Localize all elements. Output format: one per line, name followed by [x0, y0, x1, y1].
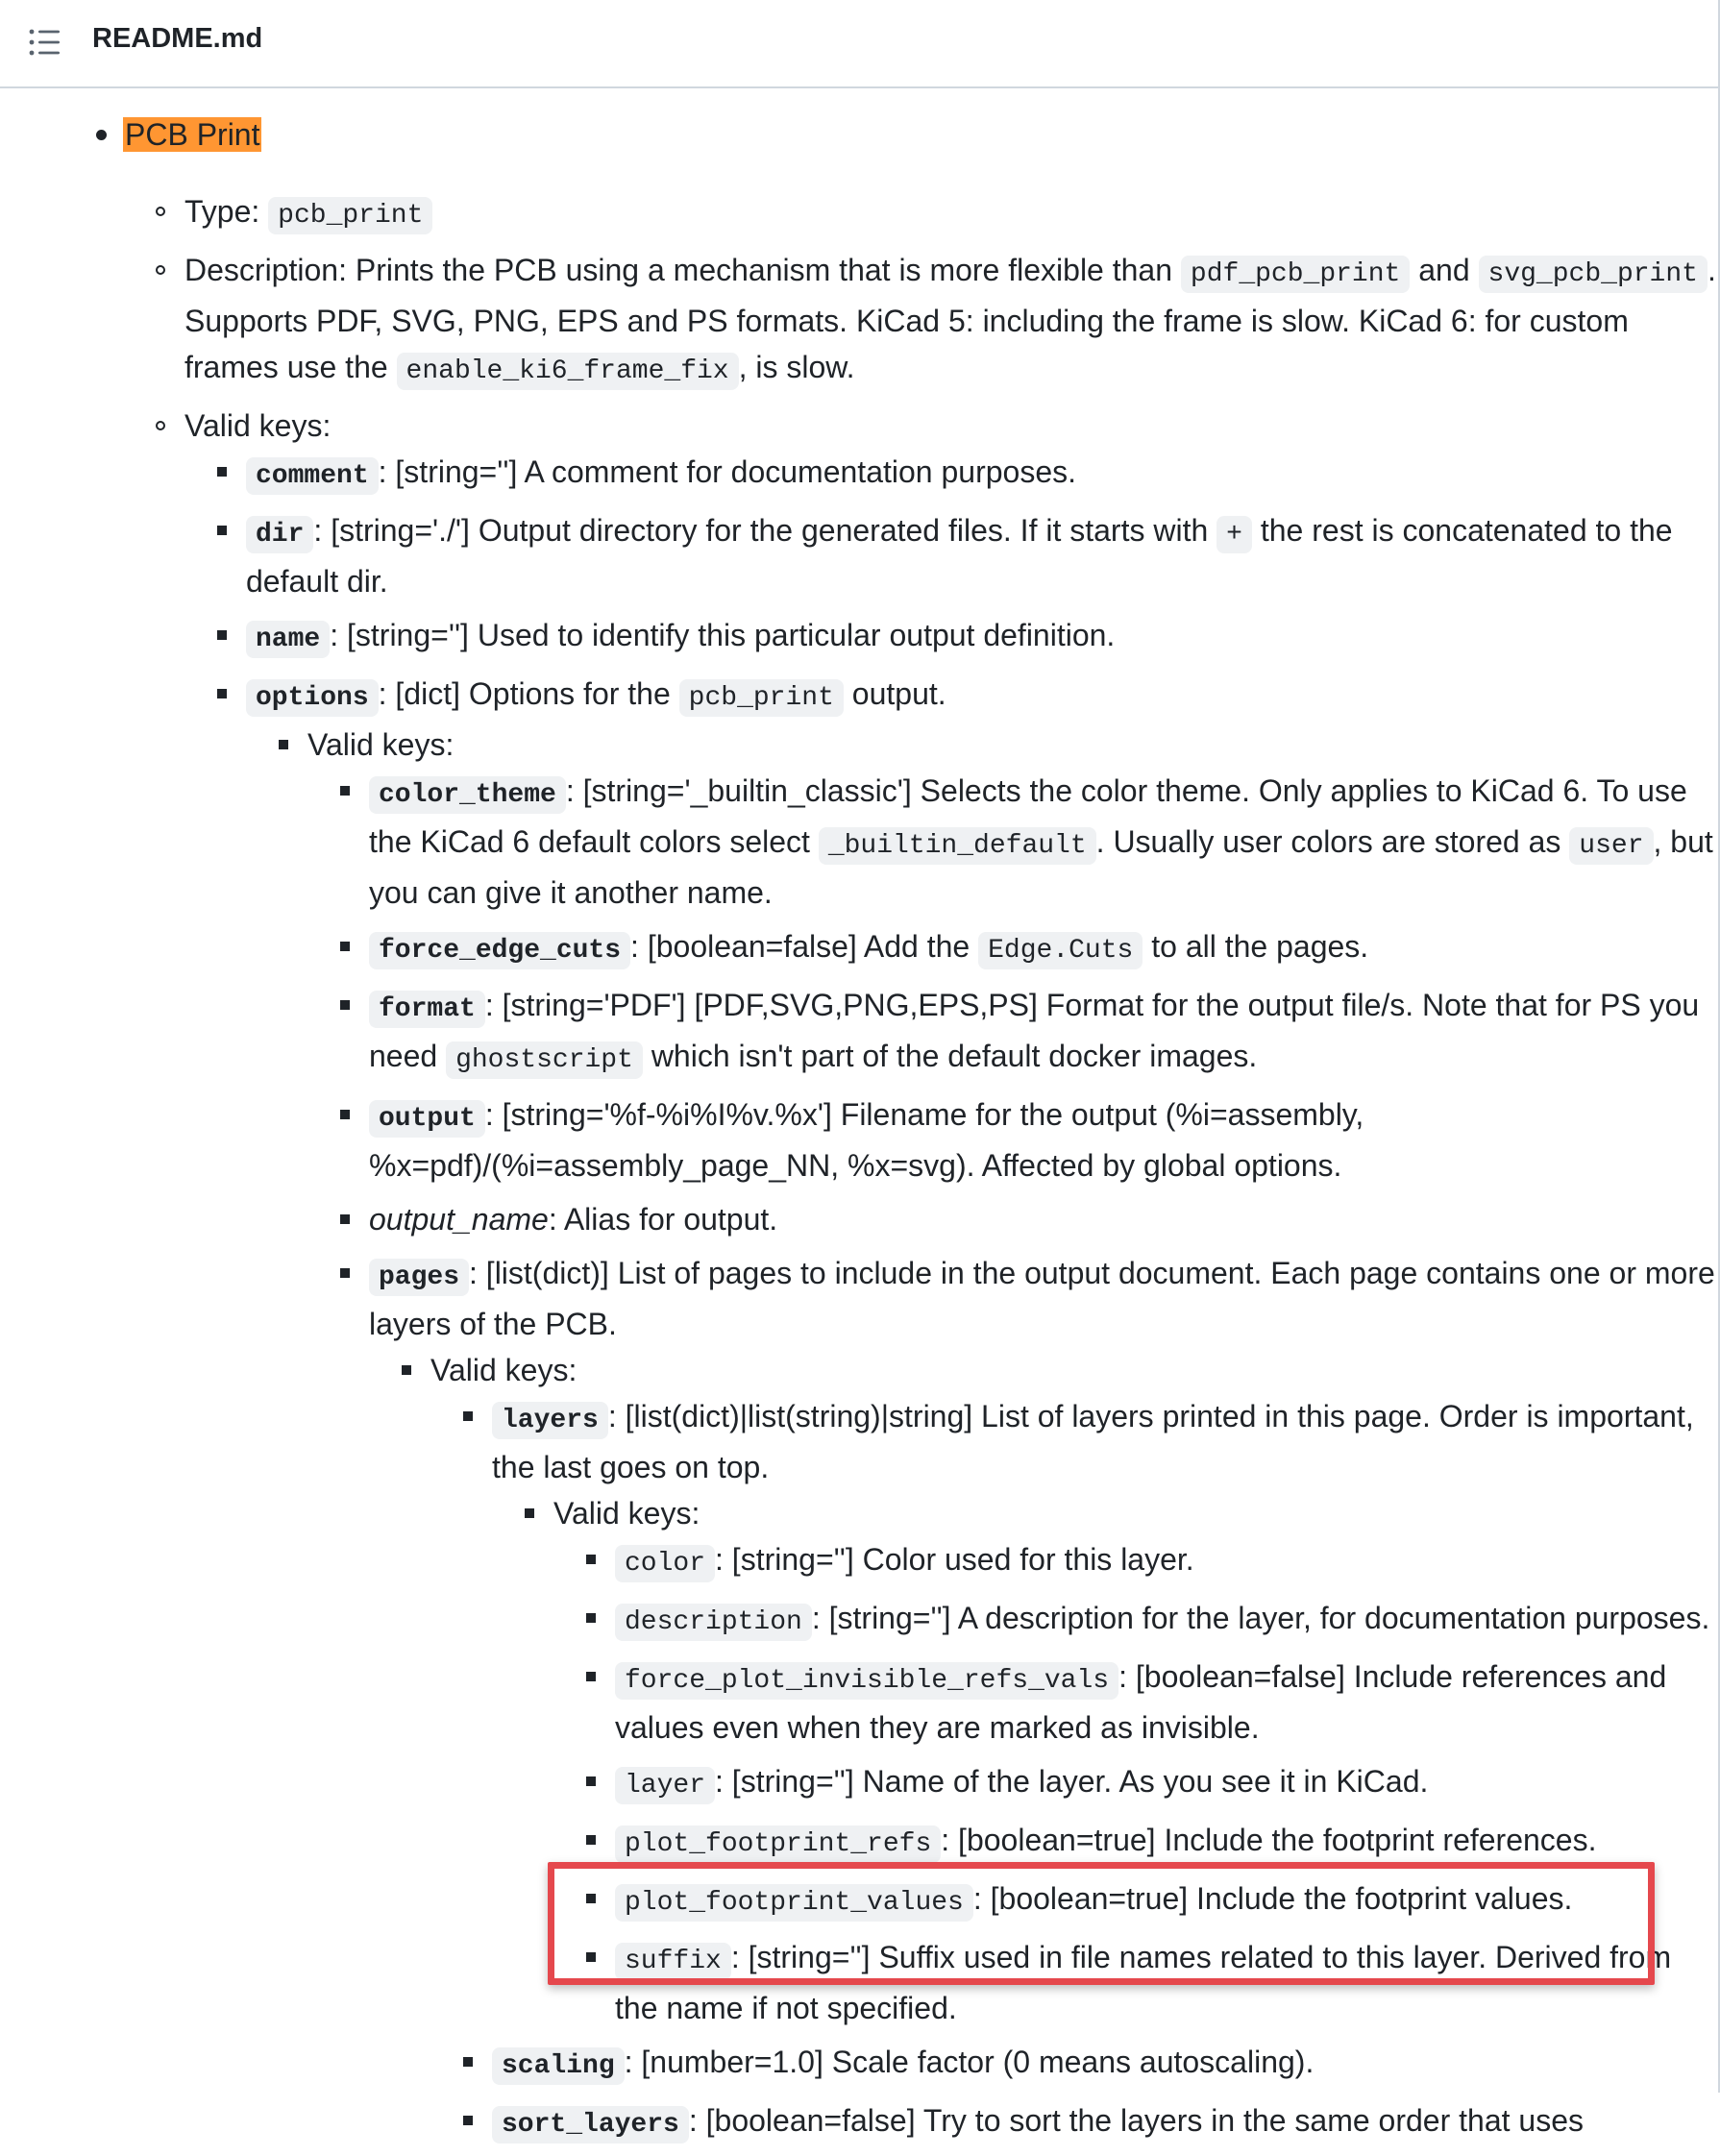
code-pdf-pcb-print: pdf_pcb_print: [1181, 256, 1410, 293]
code-svg-pcb-print: svg_pcb_print: [1479, 256, 1708, 293]
key-description: to all the pages.: [1143, 929, 1369, 964]
square-bullet: [525, 1508, 534, 1518]
code-user: user: [1569, 827, 1653, 865]
key-description: : [string='%f-%i%I%v.%x'] Filename for the output (%i=assembly, %x=pdf)/(%i=assembly_page_NN, %x=svg). Affected by global options.: [369, 1097, 1364, 1183]
key-pages: [307, 1250, 1718, 2148]
highlight-annotation-box: [548, 1862, 1655, 1985]
square-bullet: [340, 786, 350, 796]
list-item-description: [123, 247, 1718, 395]
code-ghostscript: ghostscript: [446, 1041, 643, 1079]
file-header: [0, 0, 1720, 88]
square-bullet: [463, 1411, 473, 1421]
list-icon[interactable]: [29, 29, 63, 56]
square-bullet: [463, 2116, 473, 2125]
square-bullet: [217, 689, 227, 698]
key-name: layer: [615, 1767, 715, 1804]
key-description: : Alias for output.: [548, 1202, 778, 1237]
readme-content: [0, 88, 1718, 2156]
square-bullet: [402, 1365, 411, 1375]
list-item-pcb-print: [0, 111, 1718, 2148]
key-description: : [string=''] A description for the layer, for documentation purposes.: [811, 1601, 1710, 1635]
square-bullet: [586, 1672, 596, 1681]
valid-keys-label: Valid keys:: [553, 1496, 700, 1531]
pcb-print-details: [123, 188, 1718, 2148]
key-name: force_edge_cuts: [369, 932, 630, 969]
square-bullet: [217, 630, 227, 640]
list-item-type: [123, 188, 1718, 239]
key-output: [307, 1091, 1718, 1188]
key-description: : [list(dict)] List of pages to include in the output document. Each page contains one or more layers of the PCB.: [369, 1256, 1715, 1341]
key-description: the rest is concatenated to the default dir.: [246, 513, 1673, 599]
square-bullet: [217, 467, 227, 477]
key-name: color: [615, 1545, 715, 1582]
key-description: : [string=''] A comment for documentation purposes.: [378, 454, 1076, 489]
key-name: layers: [492, 1402, 608, 1439]
key-name: force_plot_invisible_refs_vals: [615, 1662, 1118, 1700]
key-description: : [string='./'] Output directory for the generated files. If it starts with: [313, 513, 1217, 548]
code-enable-ki6-frame-fix: enable_ki6_frame_fix: [397, 353, 739, 390]
description-text: Description: Prints the PCB using a mechanism that is more flexible than: [184, 253, 1181, 287]
description-text: . Supports PDF, SVG, PNG, EPS and PS formats. KiCad 5: including the frame is slow. KiCad 6: for custom frames use the: [184, 253, 1716, 384]
square-bullet: [340, 1268, 350, 1278]
type-value: pcb_print: [268, 197, 432, 234]
key-scaling: [430, 2039, 1718, 2090]
key-force-plot-invisible: [553, 1654, 1718, 1751]
key-description: : [string=''] Name of the layer. As you see it in KiCad.: [715, 1764, 1429, 1799]
pages-list: [369, 1347, 1718, 2148]
description-text: and: [1410, 253, 1479, 287]
circle-bullet: [156, 207, 165, 216]
square-bullet: [279, 740, 288, 749]
file-title: README.md: [92, 23, 263, 54]
key-name: plot_footprint_values: [615, 1884, 973, 1922]
key-description: : [string='PDF'] [PDF,SVG,PNG,EPS,PS] Format for the output file/s. Note that for PS you need: [369, 988, 1700, 1073]
key-description: : [string=''] Color used for this layer.: [715, 1542, 1194, 1577]
key-name: options: [246, 679, 379, 717]
key-description: : [list(dict)|list(string)|string] List of layers printed in this page. Order is important, the last goes on top.: [492, 1399, 1694, 1484]
code-builtin-default: _builtin_default: [819, 827, 1096, 865]
square-bullet: [217, 526, 227, 535]
key-description-item: [553, 1595, 1718, 1646]
key-name: suffix: [615, 1943, 731, 1980]
key-description: : [number=1.0] Scale factor (0 means autoscaling).: [624, 2045, 1315, 2079]
key-description: : [boolean=true] Include the footprint values.: [972, 1881, 1573, 1916]
key-format: [307, 982, 1718, 1084]
pages-keys-list: [430, 1393, 1718, 2148]
circle-bullet: [156, 265, 165, 275]
key-description: : [dict] Options for the: [378, 676, 679, 711]
key-name: description: [615, 1604, 812, 1641]
key-name-item: [184, 612, 1718, 663]
code-pcb-print: pcb_print: [679, 679, 844, 717]
key-name: name: [246, 621, 330, 658]
key-description: : [string=''] Suffix used in file names related to this layer. Derived from the name if not specified.: [615, 1940, 1672, 2025]
pages-valid-keys: [369, 1347, 1718, 2148]
square-bullet: [340, 942, 350, 951]
key-color: [553, 1536, 1718, 1587]
key-description: : [boolean=true] Include the footprint references.: [941, 1823, 1597, 1857]
key-description: . Usually user colors are stored as: [1095, 824, 1570, 859]
key-layer: [553, 1758, 1718, 1809]
square-bullet: [586, 1555, 596, 1564]
key-name: dir: [246, 516, 313, 553]
square-bullet: [340, 1214, 350, 1224]
key-description: : [boolean=false] Try to sort the layers in the same order that uses: [688, 2103, 1584, 2138]
valid-keys-label: Valid keys:: [307, 727, 455, 762]
disc-bullet: [96, 130, 107, 140]
square-bullet: [586, 1776, 596, 1786]
square-bullet: [340, 1000, 350, 1010]
type-label: Type:: [184, 194, 269, 229]
key-name: output: [369, 1100, 485, 1138]
key-name: plot_footprint_refs: [615, 1825, 941, 1863]
key-plot-footprint-refs: [553, 1817, 1718, 1868]
square-bullet: [463, 2057, 473, 2067]
key-description: , but you can give it another name.: [369, 824, 1713, 910]
key-name: sort_layers: [492, 2106, 689, 2144]
square-bullet: [586, 1835, 596, 1845]
square-bullet: [586, 1613, 596, 1623]
description-text: , is slow.: [738, 350, 855, 384]
key-name: pages: [369, 1259, 469, 1296]
key-name: format: [369, 991, 485, 1028]
key-comment: [184, 449, 1718, 500]
key-output-name: [307, 1196, 1718, 1242]
key-description: : [string=''] Used to identify this particular output definition.: [330, 618, 1116, 652]
key-sort-layers: [430, 2097, 1718, 2148]
key-description: output.: [843, 676, 946, 711]
code-plus: +: [1216, 516, 1252, 553]
key-description: : [boolean=false] Include references and values even when they are marked as invisible.: [615, 1659, 1667, 1745]
key-force-edge-cuts: [307, 923, 1718, 974]
key-name: comment: [246, 457, 379, 495]
circle-bullet: [156, 421, 165, 430]
valid-keys-label: Valid keys:: [430, 1353, 577, 1387]
key-description: which isn't part of the default docker images.: [642, 1039, 1258, 1073]
code-edge-cuts: Edge.Cuts: [978, 932, 1143, 969]
key-name: scaling: [492, 2047, 625, 2085]
key-name-alias: output_name: [369, 1202, 549, 1237]
key-description: : [string='_builtin_classic'] Selects the color theme. Only applies to KiCad 6. To use the KiCad 6 default colors select: [369, 773, 1687, 859]
section-title-pcb-print: PCB Print: [125, 117, 260, 152]
top-list: [0, 111, 1718, 2148]
key-dir: [184, 507, 1718, 604]
key-name: color_theme: [369, 776, 566, 814]
valid-keys-label: Valid keys:: [184, 408, 332, 443]
key-description: : [boolean=false] Add the: [630, 929, 979, 964]
square-bullet: [340, 1110, 350, 1119]
key-color-theme: [307, 768, 1718, 916]
